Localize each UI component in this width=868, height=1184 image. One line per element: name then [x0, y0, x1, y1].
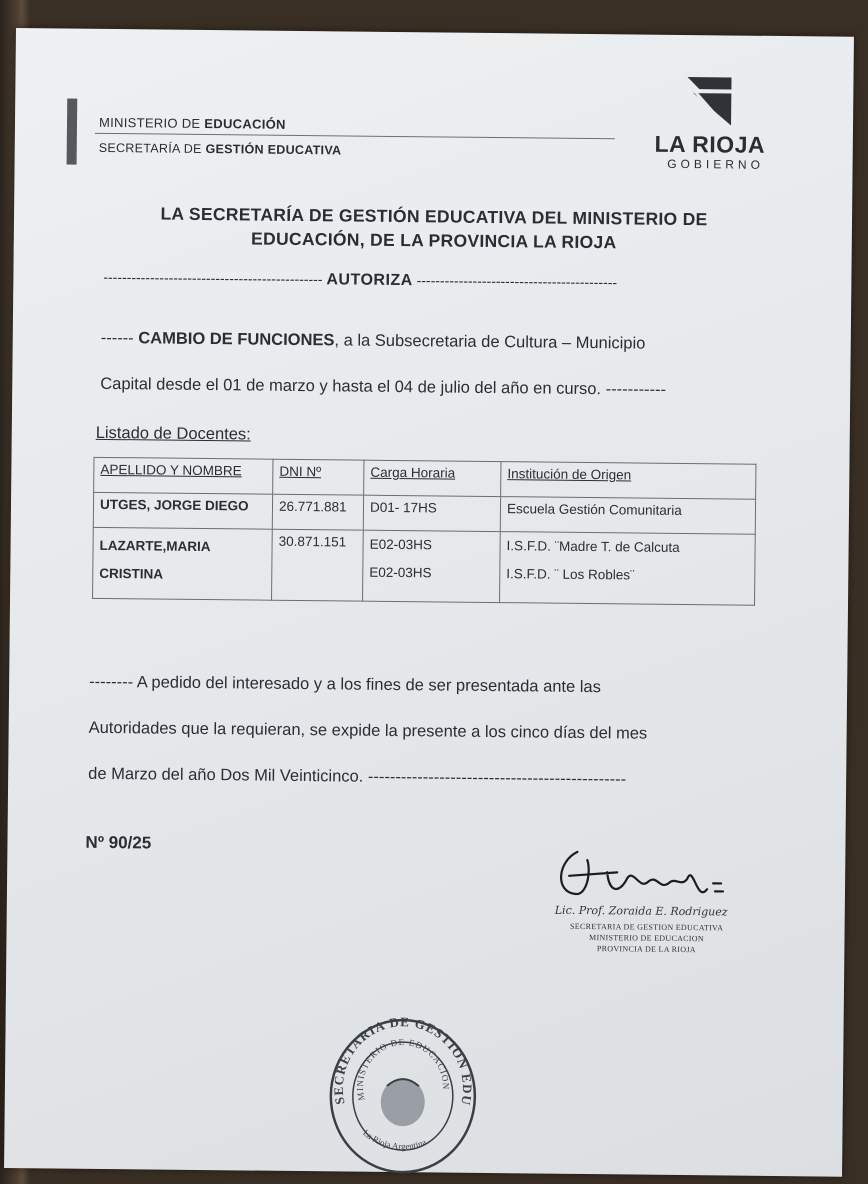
cell-institution: Escuela Gestión Comunitaria [500, 497, 755, 535]
carga-line2: E02-03HS [369, 564, 432, 581]
handwritten-signature [547, 842, 748, 914]
listado-title: Listado de Docentes: [95, 423, 251, 444]
logo-emblem-icon [679, 73, 740, 130]
secretariat-line: SECRETARÍA DE GESTIÓN EDUCATIVA [98, 140, 342, 158]
paragraph2-line3: de Marzo del año Dos Mil Veinticinco. ----------------------------------------------- [88, 764, 627, 789]
official-seal [322, 1003, 484, 1175]
ministry-line: MINISTERIO DE EDUCACIÓN [98, 114, 286, 132]
header-cell: Carga Horaria [364, 460, 501, 496]
paragraph2-line1: -------- A pedido del interesado y a los fines de ser presentada ante las [89, 672, 602, 697]
seal-bottom-text: La Rioja Argentina [361, 1127, 428, 1152]
name-line1: LAZARTE,MARIA [99, 537, 211, 555]
document-number: Nº 90/25 [85, 832, 152, 853]
cell-dni: 26.771.881 [272, 494, 363, 530]
cell-carga [363, 530, 501, 602]
la-rioja-logo [644, 73, 785, 184]
cell-institution [500, 532, 756, 606]
header-cell: APELLIDO Y NOMBRE [94, 457, 273, 494]
teachers-table [92, 457, 756, 606]
paragraph1-line1: ------ CAMBIO DE FUNCIONES, a la Subsecretaria de Cultura – Municipio [100, 328, 646, 353]
paragraph1-line2: Capital desde el 01 de marzo y hasta el 04 de julio del año en curso. ----------- [100, 374, 667, 399]
institution-line2: I.S.F.D. ¨ Los Robles¨ [506, 566, 635, 583]
logo-subtitle: GOBIERNO [667, 156, 765, 172]
signer-title-line1: SECRETARIA DE GESTION EDUCATIVA [569, 921, 724, 933]
header-divider [95, 133, 615, 139]
seal-outer-text: SECRETARIA DE GESTION EDUCATIVA [330, 1014, 475, 1107]
document-title: LA SECRETARÍA DE GESTIÓN EDUCATIVA DEL MINISTERIO DE EDUCACIÓN, DE LA PROVINCIA LA RIOJA [160, 203, 708, 253]
signer-name: Lic. Prof. Zoraida E. Rodriguez [554, 903, 728, 919]
cell-name: UTGES, JORGE DIEGO [93, 492, 272, 529]
logo-name: LA RIOJA [654, 130, 766, 158]
carga-line1: E02-03HS [369, 536, 432, 553]
institution-line1: I.S.F.D. ¨Madre T. de Calcuta [506, 538, 680, 555]
seal-inner-text: MINISTERIO DE EDUCACION [354, 1036, 451, 1102]
header-cell: DNI Nº [273, 459, 364, 495]
signer-title-line2: MINISTERIO DE EDUCACION [589, 933, 705, 944]
document-page [4, 28, 854, 1177]
signature-block [526, 841, 767, 984]
cell-carga: D01- 17HS [363, 495, 500, 531]
cell-name [93, 527, 273, 600]
signer-title-line3: PROVINCIA DE LA RIOJA [596, 944, 696, 955]
table-row [93, 527, 756, 605]
svg-text:La Rioja Argentina [361, 1127, 428, 1151]
seal-emblem [322, 1003, 484, 1175]
paragraph2-line2: Autoridades que la requieran, se expide la presente a los cinco días del mes [88, 718, 648, 743]
authorization-line: ----------------------------------------------- AUTORIZA ------------------------------------------- [103, 268, 618, 291]
name-line2: CRISTINA [99, 565, 164, 582]
cell-dni: 30.871.151 [272, 529, 364, 601]
header-bar [67, 99, 78, 165]
header-cell: Institución de Origen [501, 462, 756, 500]
